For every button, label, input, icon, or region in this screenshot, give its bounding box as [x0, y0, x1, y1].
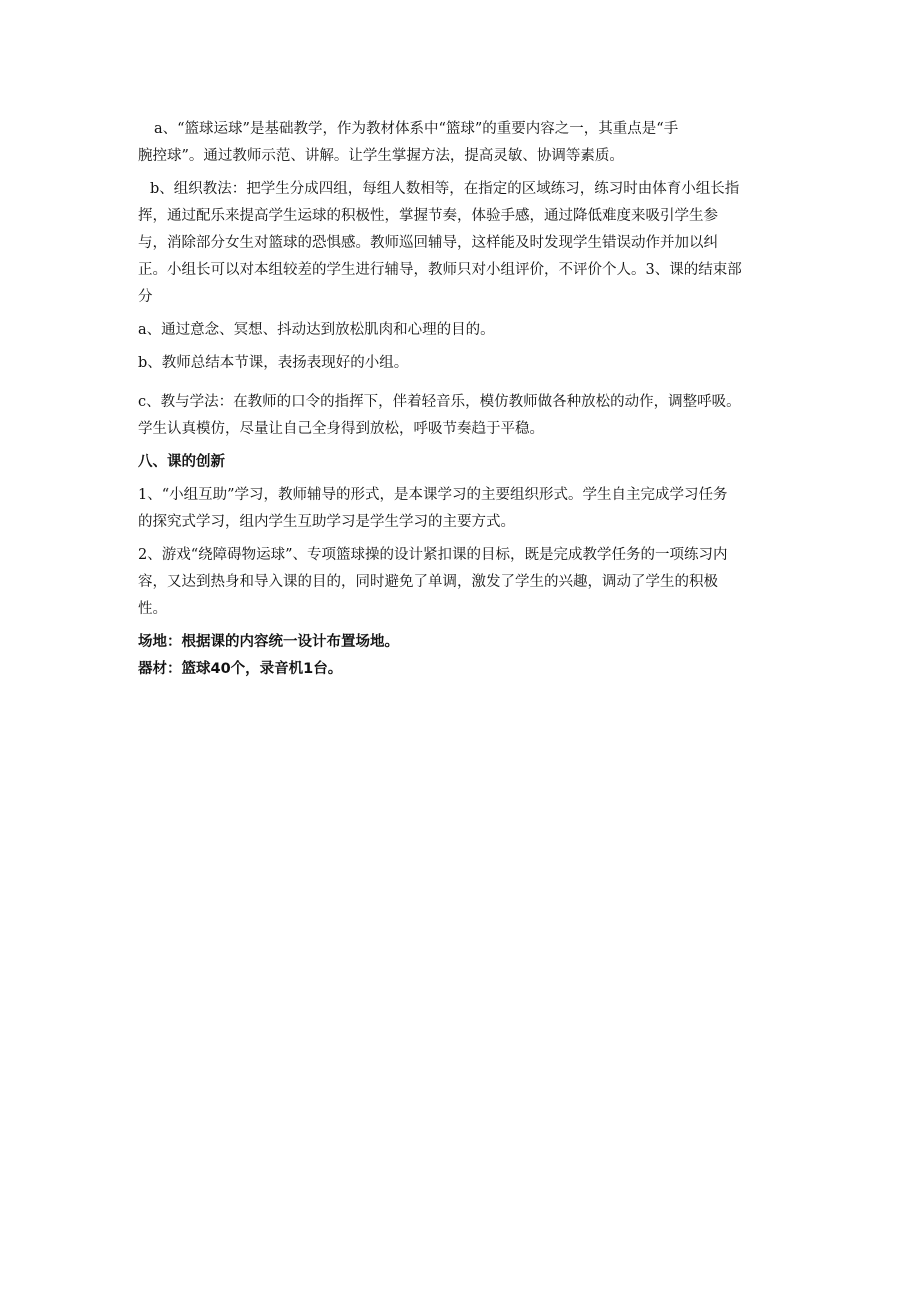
text-line: 器材：篮球40个，录音机1台。 [138, 661, 343, 677]
text-line: 学生认真模仿，尽量让自己全身得到放松，呼吸节奏趋于平稳。 [138, 421, 544, 437]
text-line: 容，又达到热身和导入课的目的，同时避免了单调，激发了学生的兴趣，调动了学生的积极 [138, 574, 718, 590]
document-body [138, 116, 788, 683]
section-heading-innovation [138, 449, 788, 476]
text-line: 正。小组长可以对本组较差的学生进行辅导，教师只对小组评价，不评价个人。3、课的结束部 [138, 262, 742, 278]
text-line: 2、游戏“绕障碍物运球”、专项篮球操的设计紧扣课的目标，既是完成教学任务的一项练习内 [138, 547, 728, 563]
text-line: 1、“小组互助”学习，教师辅导的形式，是本课学习的主要组织形式。学生自主完成学习任务 [138, 487, 728, 503]
paragraph-b-organization [138, 176, 788, 311]
text-line: 场地：根据课的内容统一设计布置场地。 [138, 634, 399, 650]
paragraph-innovation-1 [138, 482, 788, 536]
section-heading: 八、课的创新 [138, 454, 225, 470]
text-line: c、教与学法：在教师的口令的指挥下，伴着轻音乐，模仿教师做各种放松的动作，调整呼吸。 [138, 394, 741, 410]
paragraph-a-dribbling [138, 116, 788, 170]
text-line: 分 [138, 289, 153, 305]
text-line: b、组织教法：把学生分成四组，每组人数相等，在指定的区域练习，练习时由体育小组长指 [150, 181, 740, 197]
text-line: 性。 [138, 601, 167, 617]
paragraph-innovation-2 [138, 542, 788, 623]
text-line: a、“篮球运球”是基础教学，作为教材体系中“篮球”的重要内容之一，其重点是“手 [154, 121, 679, 137]
text-line: 与，消除部分女生对篮球的恐惧感。教师巡回辅导，这样能及时发现学生错误动作并加以纠 [138, 235, 718, 251]
text-line: a、通过意念、冥想、抖动达到放松肌肉和心理的目的。 [138, 322, 495, 338]
text-line: 的探究式学习，组内学生互助学习是学生学习的主要方式。 [138, 514, 515, 530]
text-line: b、教师总结本节课，表扬表现好的小组。 [138, 355, 409, 371]
paragraph-c-method [138, 389, 788, 443]
paragraph-venue [138, 629, 788, 656]
paragraph-a-relax [138, 317, 788, 344]
paragraph-b-summary [138, 350, 788, 377]
paragraph-equipment [138, 656, 788, 683]
text-line: 挥，通过配乐来提高学生运球的积极性，掌握节奏，体验手感，通过降低难度来吸引学生参 [138, 208, 718, 224]
text-line: 腕控球”。通过教师示范、讲解。让学生掌握方法，提高灵敏、协调等素质。 [138, 148, 624, 164]
